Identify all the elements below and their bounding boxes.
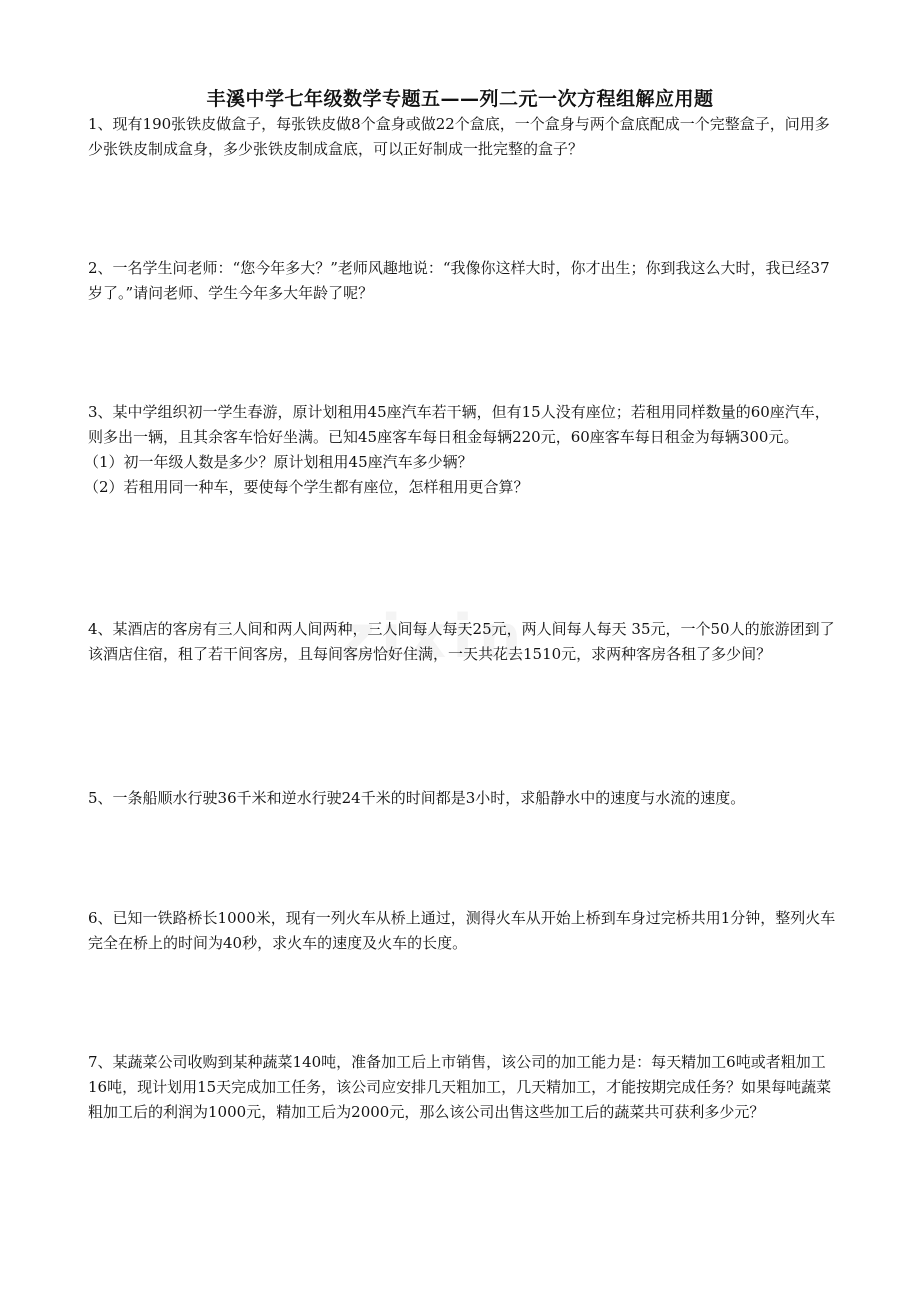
question-2	[88, 256, 838, 306]
question-1	[88, 112, 838, 162]
question-text: 3、某中学组织初一学生春游，原计划租用45座汽车若干辆，但有15人没有座位；若租用同样数量的60座汽车，则多出一辆，且其余客车恰好坐满。已知45座客车每日租金每辆220元，60座客车每日租金为每辆300元。	[88, 403, 830, 446]
sub-question-2: （2）若租用同一种车，要使每个学生都有座位，怎样租用更合算？	[84, 478, 529, 496]
question-4	[88, 617, 838, 667]
question-7	[88, 1050, 838, 1125]
question-6	[88, 906, 838, 956]
question-text: 5、一条船顺水行驶36千米和逆水行驶24千米的时间都是3小时，求船静水中的速度与水流的速度。	[88, 789, 746, 807]
question-3	[84, 400, 838, 500]
question-5	[88, 786, 838, 811]
question-text: 7、某蔬菜公司收购到某种蔬菜140吨，准备加工后上市销售，该公司的加工能力是：每天精加工6吨或者粗加工16吨，现计划用15天完成加工任务，该公司应安排几天粗加工，几天精加工，才能按期完成任务？如果每吨蔬菜粗加工后的利润为1000元，精加工后为2000元，那么该公司出售这些加工后的蔬菜共可获利多少元？	[88, 1053, 832, 1121]
question-text: 2、一名学生问老师：“您今年多大？”老师风趣地说：“我像你这样大时，你才出生；你到我这么大时，我已经37岁了。”请问老师、学生今年多大年龄了呢？	[88, 259, 830, 302]
question-text: 6、已知一铁路桥长1000米，现有一列火车从桥上通过，测得火车从开始上桥到车身过完桥共用1分钟，整列火车完全在桥上的时间为40秒，求火车的速度及火车的长度。	[88, 909, 836, 952]
question-text: 1、现有190张铁皮做盒子，每张铁皮做8个盒身或做22个盒底，一个盒身与两个盒底配成一个完整盒子，问用多少张铁皮制成盒身，多少张铁皮制成盒底，可以正好制成一批完整的盒子？	[88, 115, 830, 158]
question-text: 4、某酒店的客房有三人间和两人间两种，三人间每人每天25元，两人间每人每天 35元，一个50人的旅游团到了该酒店住宿，租了若干间客房，且每间客房恰好住满，一天共花去1510元，求两种客房各租了多少间？	[88, 620, 835, 663]
page-title: 丰溪中学七年级数学专题五——列二元一次方程组解应用题	[206, 88, 714, 110]
sub-question-1: （1）初一年级人数是多少？原计划租用45座汽车多少辆？	[84, 453, 473, 471]
